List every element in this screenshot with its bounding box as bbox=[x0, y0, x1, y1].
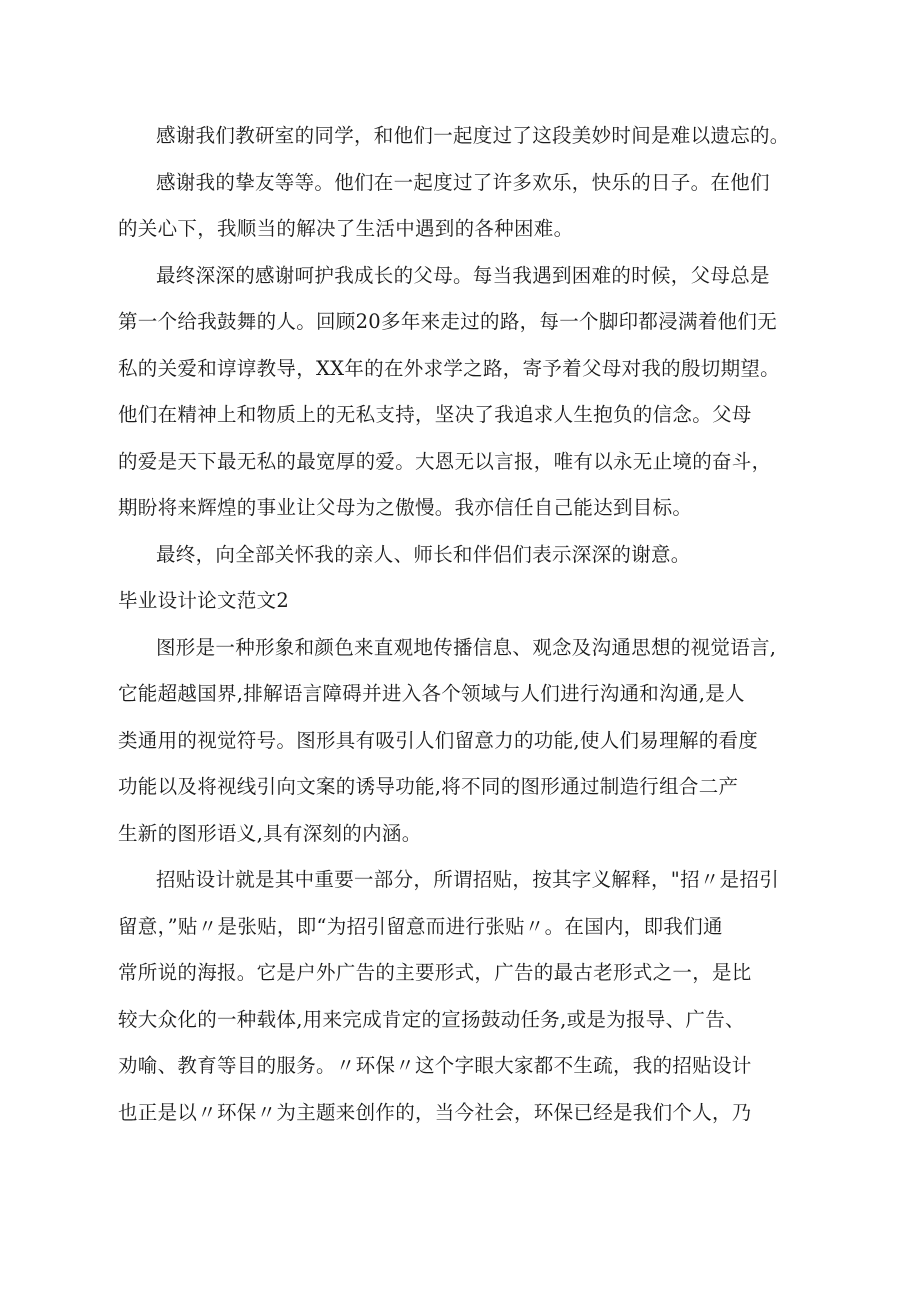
paragraph-line: 图形是一种形象和颜色来直观地传播信息、观念及沟通思想的视觉语言, bbox=[156, 635, 777, 659]
paragraph-line: 类通用的视觉符号。图形具有吸引人们留意力的功能,使人们易理解的看度 bbox=[118, 728, 759, 752]
paragraph-line: 私的关爱和谆谆教导，XX年的在外求学之路，寄予着父母对我的殷切期望。 bbox=[118, 356, 780, 380]
paragraph-line: 期盼将来辉煌的事业让父母为之傲慢。我亦信任自己能达到目标。 bbox=[118, 496, 693, 519]
paragraph-line: 也正是以〃环保〃为主题来创作的，当今社会，环保已经是我们个人，乃 bbox=[118, 1100, 752, 1124]
paragraph-line: 最终，向全部关怀我的亲人、师长和伴侣们表示深深的谢意。 bbox=[156, 542, 691, 566]
section-heading: 毕业设计论文范文2 bbox=[118, 589, 290, 612]
paragraph-line: 感谢我们教研室的同学，和他们一起度过了这段美妙时间是难以遗忘的。 bbox=[156, 124, 790, 147]
paragraph-line: 第一个给我鼓舞的人。回顾20多年来走过的路，每一个脚印都浸满着他们无 bbox=[118, 310, 778, 333]
document-body bbox=[118, 113, 808, 1136]
paragraph-line: 生新的图形语义,具有深刻的内涵。 bbox=[118, 821, 422, 845]
paragraph-line: 的爱是天下最无私的最宽厚的爱。大恩无以言报，唯有以永无止境的奋斗， bbox=[118, 449, 772, 473]
paragraph-line: 劝喻、教育等目的服务。〃环保〃这个字眼大家都不生疏，我的招贴设计 bbox=[118, 1054, 752, 1077]
paragraph-line: 它能超越国界,排解语言障碍并进入各个领域与人们进行沟通和沟通,是人 bbox=[118, 682, 745, 705]
paragraph-line: 常所说的海报。它是户外广告的主要形式，广告的最古老形式之一，是比 bbox=[118, 961, 752, 984]
paragraph-line: 功能以及将视线引向文案的诱导功能,将不同的图形通过制造行组合二产 bbox=[118, 775, 739, 798]
paragraph-line: 他们在精神上和物质上的无私支持，坚决了我追求人生抱负的信念。父母 bbox=[118, 403, 752, 426]
paragraph-line: 的关心下，我顺当的解决了生活中遇到的各种困难。 bbox=[118, 217, 574, 240]
paragraph-line: 较大众化的一种载体,用来完成肯定的宣扬鼓动任务,或是为报导、广告、 bbox=[118, 1007, 745, 1031]
paragraph-line: 留意，”贴〃是张贴，即“为招引留意而进行张贴〃。在国内，即我们通 bbox=[118, 914, 723, 938]
paragraph-line: 最终深深的感谢呵护我成长的父母。每当我遇到困难的时候，父母总是 bbox=[156, 263, 770, 287]
paragraph-line: 感谢我的挚友等等。他们在一起度过了许多欢乐，快乐的日子。在他们 bbox=[156, 170, 770, 194]
paragraph-line: 招贴设计就是其中重要一部分，所谓招贴，按其字义解释，"招〃是招引 bbox=[156, 868, 780, 891]
